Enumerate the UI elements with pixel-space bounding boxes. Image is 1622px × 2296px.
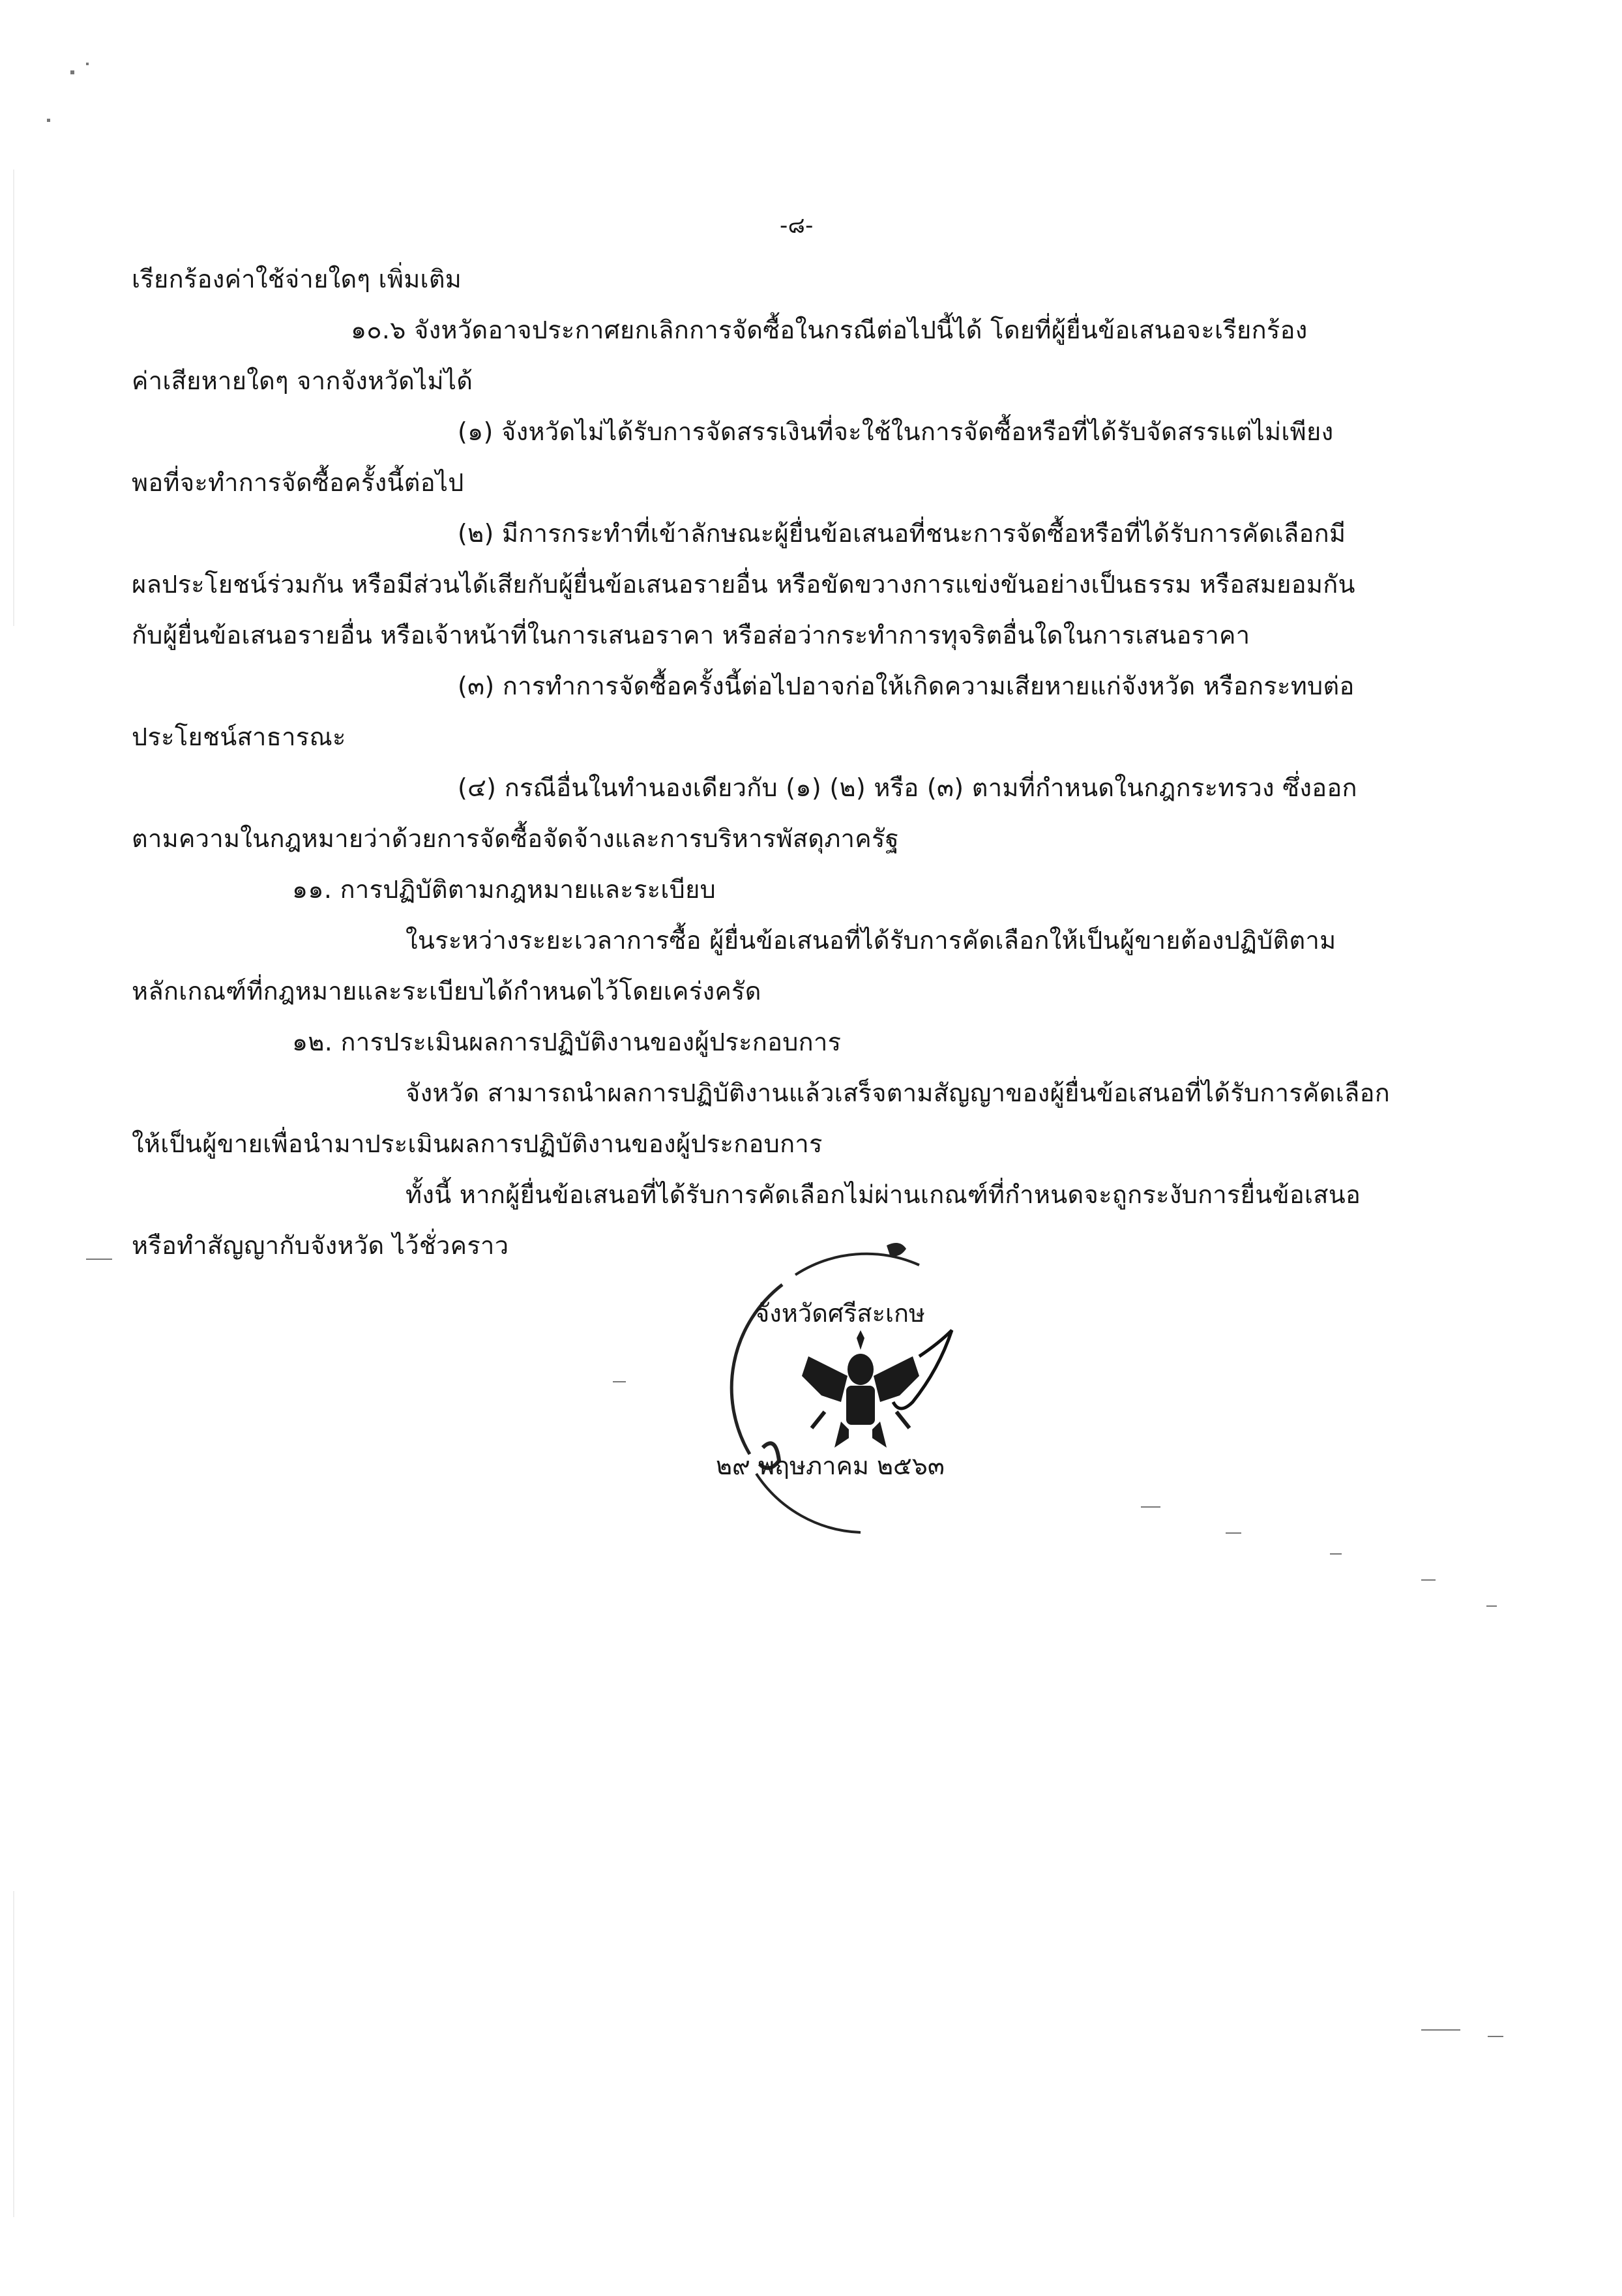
scan-mark: [1488, 2036, 1503, 2037]
scan-mark: [70, 70, 74, 74]
paragraph-line: เรียกร้องค่าใช้จ่ายใดๆ เพิ่มเติม: [132, 265, 462, 293]
paragraph-line: ในระหว่างระยะเวลาการซื้อ ผู้ยื่นข้อเสนอที่ได้รับการคัดเลือกให้เป็นผู้ขายต้องปฏิบัติตาม: [406, 926, 1336, 955]
official-seal: [704, 1239, 1024, 1552]
scan-mark: [1486, 1605, 1497, 1607]
scan-mark: [1226, 1532, 1241, 1534]
paragraph-line: พอที่จะทำการจัดซื้อครั้งนี้ต่อไป: [132, 468, 464, 497]
scan-edge: [13, 170, 14, 626]
section-heading-11: ๑๑. การปฏิบัติตามกฎหมายและระเบียบ: [292, 875, 716, 904]
list-item-2: (๒) มีการกระทำที่เข้าลักษณะผู้ยื่นข้อเสนอที่ชนะการจัดซื้อหรือที่ได้รับการคัดเลือกมี: [458, 519, 1346, 548]
scan-mark: [86, 1259, 112, 1260]
signature-organization: จังหวัดศรีสะเกษ: [755, 1299, 926, 1328]
scan-mark: [86, 63, 89, 65]
paragraph-line: กับผู้ยื่นข้อเสนอรายอื่น หรือเจ้าหน้าที่ในการเสนอราคา หรือส่อว่ากระทำการทุจริตอื่นใดในการเสนอราคา: [132, 621, 1250, 649]
scan-edge: [13, 1891, 14, 2217]
scan-mark: [47, 119, 50, 122]
list-item-1: (๑) จังหวัดไม่ได้รับการจัดสรรเงินที่จะใช้ในการจัดซื้อหรือที่ได้รับจัดสรรแต่ไม่เพียง: [458, 417, 1334, 446]
paragraph-line: หลักเกณฑ์ที่กฎหมายและระเบียบได้กำหนดไว้โดยเคร่งครัด: [132, 977, 761, 1006]
scan-mark: [1421, 1579, 1436, 1581]
page-number: -๘-: [780, 213, 814, 239]
scan-mark: [1141, 1506, 1160, 1508]
paragraph-line: ผลประโยชน์ร่วมกัน หรือมีส่วนได้เสียกับผู้ยื่นข้อเสนอรายอื่น หรือขัดขวางการแข่งขันอย่างเป็นธรรม หรือสมยอมกัน: [132, 570, 1355, 599]
list-item-3: (๓) การทำการจัดซื้อครั้งนี้ต่อไปอาจก่อให้เกิดความเสียหายแก่จังหวัด หรือกระทบต่อ: [458, 672, 1355, 700]
signature-date: ๒๙ พฤษภาคม ๒๕๖๓: [716, 1452, 945, 1480]
scan-mark: [1421, 2029, 1460, 2031]
paragraph-line: จังหวัด สามารถนำผลการปฏิบัติงานแล้วเสร็จตามสัญญาของผู้ยื่นข้อเสนอที่ได้รับการคัดเลือก: [406, 1079, 1391, 1107]
paragraph-line: ทั้งนี้ หากผู้ยื่นข้อเสนอที่ได้รับการคัดเลือกไม่ผ่านเกณฑ์ที่กำหนดจะถูกระงับการยื่นข้อเสนอ: [406, 1180, 1361, 1209]
section-heading-12: ๑๒. การประเมินผลการปฏิบัติงานของผู้ประกอบการ: [292, 1028, 842, 1056]
list-item-4: (๔) กรณีอื่นในทำนองเดียวกับ (๑) (๒) หรือ (๓) ตามที่กำหนดในกฎกระทรวง ซึ่งออก: [458, 773, 1357, 802]
paragraph-line: ประโยชน์สาธารณะ: [132, 723, 346, 751]
scan-mark: [613, 1381, 626, 1382]
paragraph-line: ๑๐.๖ จังหวัดอาจประกาศยกเลิกการจัดซื้อในกรณีต่อไปนี้ได้ โดยที่ผู้ยื่นข้อเสนอจะเรียกร้อง: [351, 316, 1308, 344]
paragraph-line: หรือทำสัญญากับจังหวัด ไว้ชั่วคราว: [132, 1231, 509, 1260]
garuda-seal-icon: [704, 1239, 1024, 1552]
scan-mark: [1330, 1553, 1342, 1555]
paragraph-line: ค่าเสียหายใดๆ จากจังหวัดไม่ได้: [132, 366, 473, 395]
paragraph-line: ตามความในกฎหมายว่าด้วยการจัดซื้อจัดจ้างและการบริหารพัสดุภาครัฐ: [132, 824, 900, 853]
paragraph-line: ให้เป็นผู้ขายเพื่อนำมาประเมินผลการปฏิบัติงานของผู้ประกอบการ: [132, 1129, 823, 1158]
